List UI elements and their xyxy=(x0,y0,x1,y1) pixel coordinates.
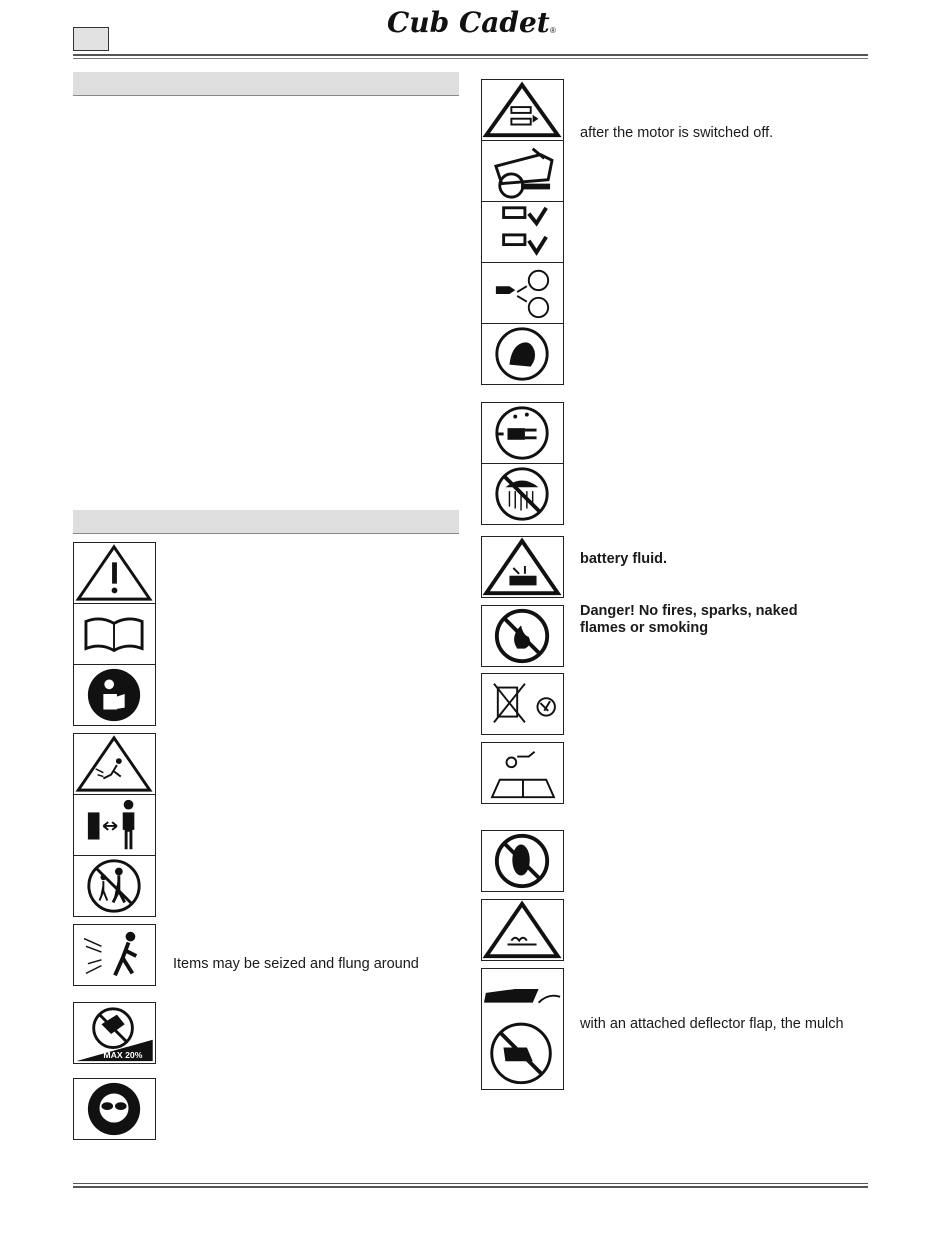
cutting-blade-icon xyxy=(481,262,564,324)
keep-distance-icon xyxy=(73,794,156,856)
eye-ear-protection-icon xyxy=(73,1078,156,1140)
service-manual-icon xyxy=(481,742,564,804)
no-children-icon xyxy=(73,855,156,917)
brand-name: Cub Cadet xyxy=(387,6,550,39)
thrown-objects-warning-icon xyxy=(73,733,156,795)
brand-logo xyxy=(385,5,560,41)
disposal-recycle-icon xyxy=(481,673,564,735)
registered-mark: ® xyxy=(550,26,556,35)
page-number-box xyxy=(73,27,109,51)
read-manual-icon xyxy=(73,603,156,665)
battery-fluid-text: battery fluid. xyxy=(580,551,668,567)
footer-rule xyxy=(73,1186,868,1188)
entanglement-warning-icon xyxy=(481,79,564,141)
rollover-hazard-icon xyxy=(481,140,564,202)
mulch-text: with an attached deflector flap, the mulch xyxy=(580,1016,844,1032)
motor-off-text: after the motor is switched off. xyxy=(580,125,774,141)
consult-manual-icon xyxy=(73,664,156,726)
no-rain-icon xyxy=(481,463,564,525)
hand-hazard-icon xyxy=(481,323,564,385)
slope-max-label: MAX 20% xyxy=(103,1050,143,1061)
danger-fire-text-line2: flames or smoking xyxy=(580,620,709,636)
hot-surface-warning-icon xyxy=(481,899,564,961)
no-foot-icon xyxy=(481,830,564,892)
section-header-2 xyxy=(73,510,459,534)
slope-max-icon xyxy=(73,1002,156,1064)
thrown-debris-icon xyxy=(73,924,156,986)
header-rule xyxy=(73,54,868,56)
no-fire-icon xyxy=(481,605,564,667)
general-warning-icon xyxy=(73,542,156,604)
footer-rule-thin xyxy=(73,1183,868,1184)
pedal-lever-icon xyxy=(481,201,564,263)
battery-acid-warning-icon xyxy=(481,536,564,598)
no-unplug-wet-icon xyxy=(481,402,564,464)
section-header-1 xyxy=(73,72,459,96)
danger-fire-text-line1: Danger! No fires, sparks, naked xyxy=(580,603,798,619)
header-rule-thin xyxy=(73,58,868,59)
deflector-no-bag-icon xyxy=(481,968,564,1090)
items-flung-text: Items may be seized and flung around xyxy=(173,956,419,972)
